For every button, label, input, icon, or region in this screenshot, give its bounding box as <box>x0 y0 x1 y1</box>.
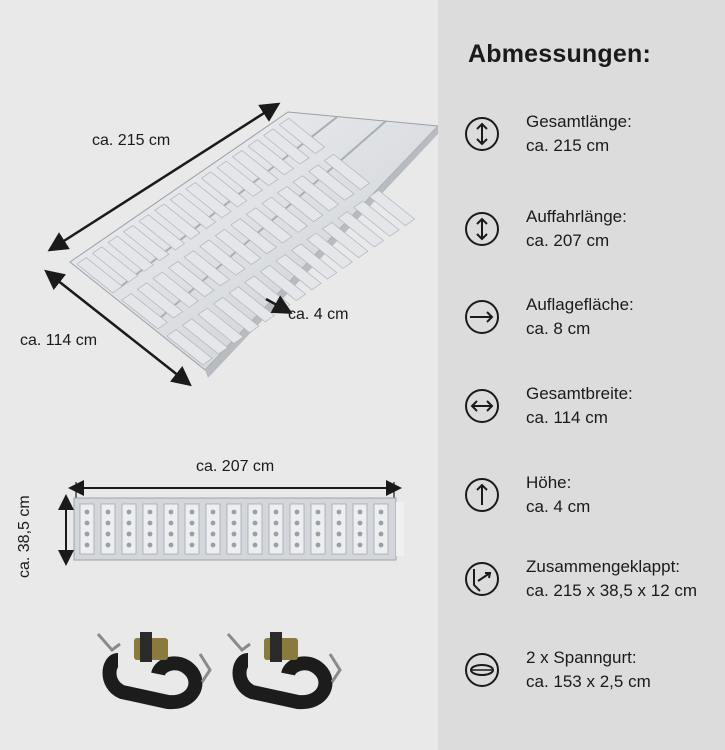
perforation <box>190 532 195 537</box>
specification-panel <box>438 0 725 750</box>
spec-label: Höhe: <box>526 473 572 492</box>
perforation <box>148 543 153 548</box>
perforation <box>274 510 279 515</box>
perforation <box>190 543 195 548</box>
strap-circle-icon <box>464 652 500 688</box>
perforation <box>358 521 363 526</box>
spec-label: Gesamtlänge: <box>526 112 632 131</box>
perforation <box>316 510 321 515</box>
spec-drive-length <box>464 205 724 265</box>
ratchet-straps-illustration <box>0 626 438 736</box>
spec-label: Gesamtbreite: <box>526 384 633 403</box>
spec-value: ca. 153 x 2,5 cm <box>526 672 651 691</box>
perforation <box>274 543 279 548</box>
spec-value: ca. 4 cm <box>526 497 591 516</box>
perforation <box>85 543 90 548</box>
perforation <box>127 510 132 515</box>
perforation <box>316 521 321 526</box>
perforation <box>337 510 342 515</box>
perforation <box>127 532 132 537</box>
perforation <box>274 521 279 526</box>
ratchet-strap-left <box>98 632 210 702</box>
spec-straps <box>464 646 724 706</box>
perforation <box>337 543 342 548</box>
perforation <box>253 510 258 515</box>
perforation <box>295 521 300 526</box>
spec-label: 2 x Spanngurt: <box>526 648 637 667</box>
spec-folded <box>464 555 724 615</box>
perforation <box>106 543 111 548</box>
perforation <box>358 532 363 537</box>
perforation <box>379 543 384 548</box>
perforation <box>211 510 216 515</box>
perforation <box>295 543 300 548</box>
perforation <box>232 521 237 526</box>
open-ramp-illustration <box>0 0 438 440</box>
perforation <box>106 510 111 515</box>
perforation <box>106 521 111 526</box>
folded-ramp-width-label: ca. 38,5 cm <box>16 495 33 578</box>
perforation <box>211 543 216 548</box>
perforation <box>337 532 342 537</box>
perforation <box>295 510 300 515</box>
perforation <box>316 532 321 537</box>
perforation <box>232 510 237 515</box>
perforation <box>85 521 90 526</box>
open-ramp-length-label: ca. 215 cm <box>92 132 171 149</box>
perforation <box>190 521 195 526</box>
perforation <box>379 521 384 526</box>
folded-arrow-circle-icon <box>464 561 500 597</box>
perforation <box>211 532 216 537</box>
perforation <box>169 510 174 515</box>
perforation <box>274 532 279 537</box>
perforation <box>106 532 111 537</box>
spec-label: Auffahrlänge: <box>526 207 627 226</box>
perforation <box>232 532 237 537</box>
perforation <box>211 521 216 526</box>
perforation <box>337 521 342 526</box>
spec-value: ca. 114 cm <box>526 408 608 427</box>
perforation <box>358 510 363 515</box>
perforation <box>253 543 258 548</box>
perforation <box>169 532 174 537</box>
up-arrow-circle-icon <box>464 477 500 513</box>
horizontal-arrows-circle-icon <box>464 388 500 424</box>
folded-ramp-length-label: ca. 207 cm <box>196 458 275 475</box>
spec-value: ca. 207 cm <box>526 231 610 250</box>
spec-height <box>464 471 724 531</box>
perforation <box>316 543 321 548</box>
perforation <box>253 532 258 537</box>
perforation <box>295 532 300 537</box>
open-ramp-height-label: ca. 4 cm <box>288 306 349 323</box>
spec-value: ca. 215 cm <box>526 136 610 155</box>
perforation <box>169 543 174 548</box>
perforation <box>85 510 90 515</box>
folded-ramp-slats <box>80 504 388 554</box>
spec-value: ca. 215 x 38,5 x 12 cm <box>526 581 698 600</box>
spec-total-length <box>464 110 724 170</box>
right-arrow-circle-icon <box>464 299 500 335</box>
open-ramp-width-label: ca. 114 cm <box>20 332 98 349</box>
perforation <box>358 543 363 548</box>
spec-label: Zusammengeklappt: <box>526 557 681 576</box>
perforation <box>85 532 90 537</box>
ratchet-strap-right <box>228 632 340 702</box>
vertical-arrows-circle-icon <box>464 211 500 247</box>
perforation <box>127 543 132 548</box>
folded-ramp-illustration <box>0 478 438 598</box>
perforation <box>253 521 258 526</box>
perforation <box>379 532 384 537</box>
perforation <box>169 521 174 526</box>
vertical-arrows-circle-icon <box>464 116 500 152</box>
perforation <box>190 510 195 515</box>
spec-value: ca. 8 cm <box>526 319 591 338</box>
panel-title: Abmessungen: <box>468 40 651 68</box>
perforation <box>148 532 153 537</box>
perforation <box>148 510 153 515</box>
perforation <box>127 521 132 526</box>
perforation <box>379 510 384 515</box>
spec-total-width <box>464 382 724 442</box>
spec-label: Auflagefläche: <box>526 295 634 314</box>
perforation <box>148 521 153 526</box>
perforation <box>232 543 237 548</box>
spec-support-area <box>464 293 724 353</box>
